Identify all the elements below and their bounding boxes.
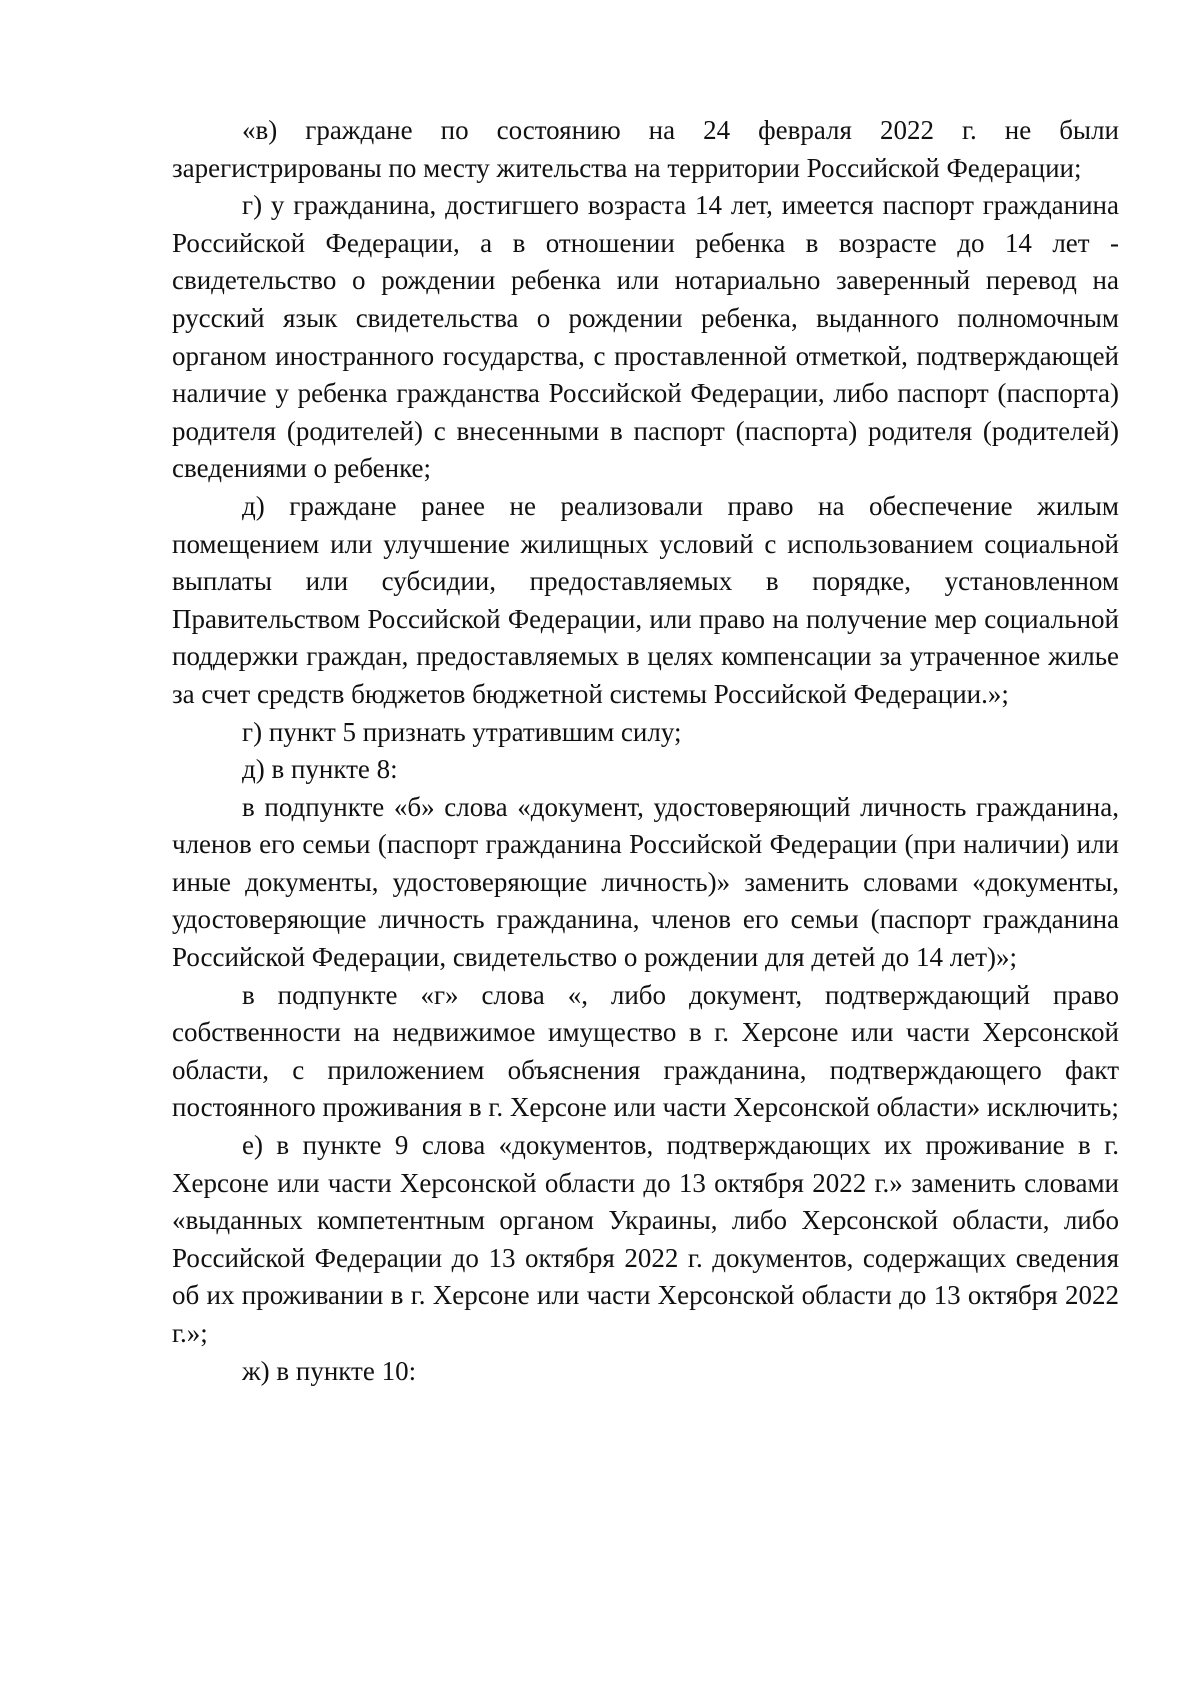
paragraph-item-e-point-9: е) в пункте 9 слова «документов, подтверждающих их проживание в г. Херсоне или части Херсонской области до 13 октября 2022 г.» заменить словами «выданных компетентным органом Украины, либо Херсонской области, либо Российской Федерации до 13 октября 2022 г. документов, содержащих сведения об их проживании в г. Херсоне или части Херсонской области до 13 октября 2022 г.»;	[172, 1130, 1119, 1348]
paragraph-subpoint-b: в подпункте «б» слова «документ, удостоверяющий личность гражданина, членов его семьи (паспорт гражданина Российской Федерации (при наличии) или иные документы, удостоверяющие личность)» заменить словами «документы, удостоверяющие личность гражданина, членов его семьи (паспорт гражданина Российской Федерации, свидетельство о рождении для детей до 14 лет)»;	[172, 791, 1119, 973]
paragraph-subitem-d-housing: д) граждане ранее не реализовали право на обеспечение жилым помещением или улучшение жилищных условий с использованием социальной выплаты или субсидии, предоставляемых в порядке, установленном Правительством Российской Федерации, или право на получение мер социальной поддержки граждан, предоставляемых в целях компенсации за утраченное жилье за счет средств бюджетов бюджетной системы Российской Федерации.»;	[172, 490, 1119, 709]
paragraph-subitem-g-passport: г) у гражданина, достигшего возраста 14 лет, имеется паспорт гражданина Российской Федерации, а в отношении ребенка в возрасте до 14 лет - свидетельство о рождении ребенка или нотариально заверенный перевод на русский язык свидетельства о рождении ребенка, выданного полномочным органом иностранного государства, с проставленной отметкой, подтверждающей наличие у ребенка гражданства Российской Федерации, либо паспорт (паспорта) родителя (родителей) с внесенными в паспорт (паспорта) родителя (родителей) сведениями о ребенке;	[172, 190, 1119, 484]
document-body	[172, 112, 1119, 1390]
paragraph-subpoint-g: в подпункте «г» слова «, либо документ, подтверждающий право собственности на недвижимое имущество в г. Херсоне или части Херсонской области, с приложением объяснения гражданина, подтверждающего факт постоянного проживания в г. Херсоне или части Херсонской области» исключить;	[172, 979, 1119, 1123]
paragraph-subitem-v: «в) граждане по состоянию на 24 февраля 2022 г. не были зарегистрированы по месту жительства на территории Российской Федерации;	[172, 115, 1119, 183]
paragraph-item-d-point-8: д) в пункте 8:	[242, 754, 398, 785]
paragraph-item-g-point-5: г) пункт 5 признать утратившим силу;	[242, 716, 682, 747]
paragraph-item-zh-point-10: ж) в пункте 10:	[242, 1355, 417, 1386]
